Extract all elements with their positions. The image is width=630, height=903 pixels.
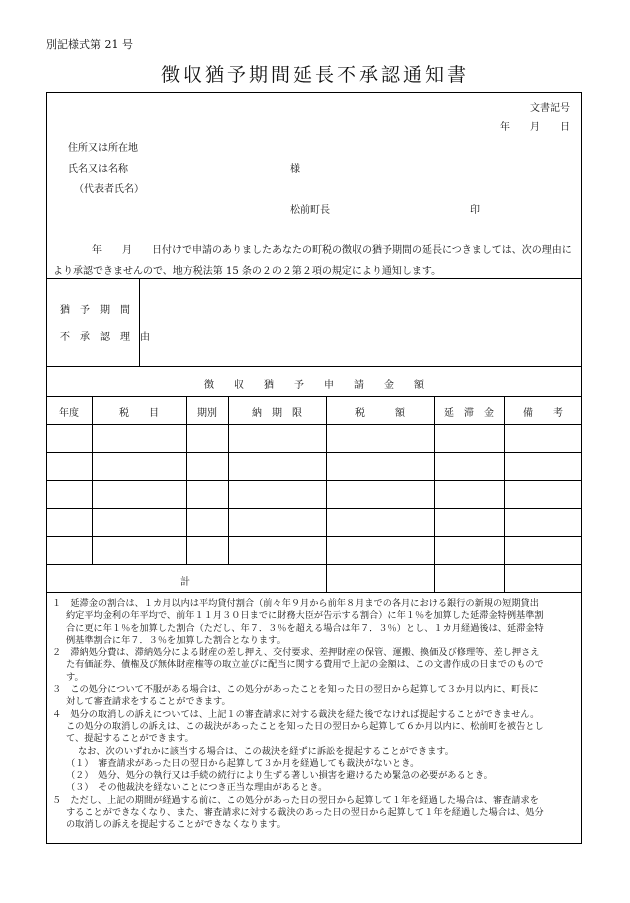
honorific-sama: 様 <box>290 164 300 175</box>
note-line: て、提起することができます。 <box>66 733 194 745</box>
column-header-period: 期別 <box>197 408 217 419</box>
note-line: １ 延滞金の割合は、１カ月以内は平均貸付割合（前々年９月から前年８月までの各月における銀行の新規の短期貸出 <box>52 598 539 609</box>
column-header-late-fee: 延 滞 金 <box>444 408 494 419</box>
period-label: 猶 予 期 間 <box>60 305 130 316</box>
notice-body-line1: 年 月 日付けで申請のありましたあなたの町税の徴収の猶予期間の延長につきましては、次の理由に <box>92 245 572 256</box>
note-line: ３ この処分について不服がある場合は、この処分があったことを知った日の翌日から起算して３か月以内に、町長に <box>52 684 539 696</box>
note-line: 合に更に年１％を加算した割合（ただし、年７．３％を超える場合は年７．３％）とし、１カ月経過後は、延滞金特 <box>66 622 544 634</box>
doc-number-label: 文書記号 <box>530 103 570 114</box>
table-row-line <box>46 452 582 453</box>
note-line: ５ ただし、上記の期間が経過する前に、この処分があった日の翌日から起算して１年を経過した場合は、審査請求を <box>52 794 539 806</box>
note-line: この処分の取消しの訴えは、この裁決があったことを知った日の翌日から起算して６か月以内に、松前町を被告とし <box>66 720 544 732</box>
note-line: なお、次のいずれかに該当する場合は、この裁決を経ずに訴訟を提起することができます。 <box>78 745 454 757</box>
total-label: 計 <box>180 577 190 588</box>
note-line: 約定平均金利の年平均で、前年１１月３０日までに財務大臣が告示する割合）に年１％を加算した延滞金特例基準割 <box>66 610 544 622</box>
notice-body-line2: より承認できませんので、地方税法第 15 条の２の２第２項の規定により通知します。 <box>53 266 442 277</box>
table-row-line <box>46 508 582 509</box>
amount-table-caption: 徴 収 猶 予 申 請 金 額 <box>204 380 424 391</box>
note-line: た有価証券、債権及び無体財産権等の取立並びに配当に関する費用で上記の金額は、この文書作成の日までのもので <box>66 659 544 671</box>
column-header-year: 年度 <box>59 408 79 419</box>
note-line: す。 <box>66 671 84 683</box>
address-label: 住所又は所在地 <box>68 143 138 154</box>
reason-label: 不 承 認 理 由 <box>60 332 150 343</box>
column-header-tax-amount: 税 額 <box>355 408 405 419</box>
note-line: することができなくなり、また、審査請求に対する裁決のあった日の翌日から起算して１年を経過した場合は、処分 <box>66 807 544 819</box>
sender-mayor: 松前町長 <box>290 205 330 216</box>
table-column-line <box>504 396 505 592</box>
column-header-due-date: 納 期 限 <box>252 408 302 419</box>
note-line: ４ 処分の取消しの訴えについては、上記１の審査請求に対する裁決を経た後でなければ提起することができません。 <box>52 708 540 720</box>
table-row-line <box>46 564 582 565</box>
divider <box>46 396 582 397</box>
note-line: （３） その他裁決を経ないことにつき正当な理由があるとき。 <box>66 782 328 794</box>
note-line: 例基準割合に年７．３％を加算した割合となります。 <box>66 634 286 646</box>
name-label: 氏名又は名称 <box>68 164 128 175</box>
table-column-line <box>434 396 435 592</box>
divider <box>139 278 140 366</box>
document-title: 徴収猶予期間延長不承認通知書 <box>160 64 469 86</box>
representative-label: （代表者氏名） <box>74 184 144 195</box>
table-row-line <box>46 424 582 425</box>
table-column-line <box>228 396 229 564</box>
notes-section <box>52 598 580 832</box>
seal-mark: 印 <box>470 205 480 216</box>
column-header-remarks: 備 考 <box>523 408 563 419</box>
divider <box>46 278 582 279</box>
table-column-line <box>186 396 187 564</box>
note-line: ２ 滞納処分費は、滞納処分による財産の差し押え、交付要求、差押財産の保管、運搬、換価及び修理等、差し押さえ <box>52 647 540 659</box>
note-line: の取消しの訴えを提起することができなくなります。 <box>66 819 286 831</box>
table-row-line <box>46 536 582 537</box>
note-line: （２） 処分、処分の執行又は手続の続行により生ずる著しい損害を避けるため緊急の必要があるとき。 <box>66 770 493 782</box>
column-header-tax-item: 税 目 <box>119 408 159 419</box>
note-line: 対して審査請求をすることができます。 <box>66 696 231 708</box>
form-number: 別記様式第 21 号 <box>46 38 133 51</box>
table-column-line <box>326 396 327 592</box>
table-row-line <box>46 480 582 481</box>
date-label: 年 月 日 <box>500 122 570 133</box>
divider <box>46 366 582 367</box>
table-row-line <box>46 592 582 593</box>
note-line: （１） 審査請求があった日の翌日から起算して３か月を経過しても裁決がないとき。 <box>66 757 420 769</box>
table-column-line <box>92 396 93 564</box>
